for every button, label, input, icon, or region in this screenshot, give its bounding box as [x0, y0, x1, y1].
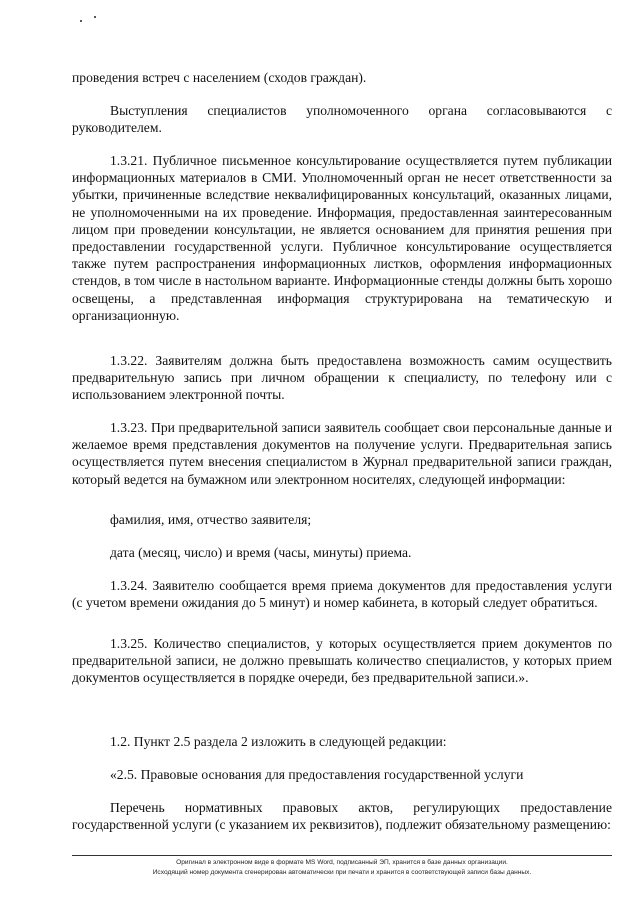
paragraph-1-3-24	[72, 577, 612, 611]
paragraph-text: 1.3.23. При предварительной записи заявитель сообщает свои персональные данные и желаемое время представления документов на получение услуги. Предварительная запись осуществляется путем внесения специалистом в Журнал предварительной записи граждан, который ведется на бумажном или электронном носителях, следующей информации:	[72, 420, 612, 487]
paragraph-1-3-23	[72, 419, 612, 488]
scan-speck	[94, 16, 96, 18]
list-item-date	[72, 544, 612, 561]
footer-note-original: Оригинал в электронном виде в формате MS Word, подписанный ЭП, хранится в базе данных организации.	[176, 859, 508, 866]
paragraph-text: 1.3.25. Количество специалистов, у которых осуществляется прием документов по предварительной записи, не должно превышать количество специалистов, у которых прием документов осуществляется в порядке очереди, без предварительной записи.».	[72, 636, 612, 686]
paragraph-text: фамилия, имя, отчество заявителя;	[110, 512, 312, 527]
paragraph-1-3-22	[72, 352, 612, 404]
paragraph-text: «2.5. Правовые основания для предоставления государственной услуги	[110, 767, 524, 782]
section-2-5-heading	[72, 766, 612, 783]
paragraph-text: дата (месяц, число) и время (часы, минуты) приема.	[110, 545, 412, 560]
paragraph-text: Перечень нормативных правовых актов, регулирующих предоставление государственной услуги (с указанием их реквизитов), подлежит обязательному размещению:	[72, 800, 612, 833]
paragraph-text: 1.3.22. Заявителям должна быть предоставлена возможность самим осуществить предварительную запись при личном обращении к специалисту, по телефону или с использованием электронной почты.	[72, 353, 612, 403]
paragraph-text: 1.2. Пункт 2.5 раздела 2 изложить в следующей редакции:	[110, 734, 447, 749]
paragraph-2	[72, 102, 612, 136]
paragraph-perechen	[72, 799, 612, 833]
paragraph-1-3-25	[72, 635, 612, 687]
paragraph-text: проведения встреч с населением (сходов граждан).	[72, 70, 367, 85]
paragraph-1-2	[72, 733, 612, 750]
footer-note-outgoing-number: Исходящий номер документа сгенерирован автоматически при печати и хранится в соответствующей записи базы данных.	[152, 869, 532, 876]
list-item-name	[72, 511, 612, 528]
paragraph-text: 1.3.24. Заявителю сообщается время приема документов для предоставления услуги (с учетом времени ожидания до 5 минут) и номер кабинета, в который следует обратиться.	[72, 578, 612, 611]
paragraph-text: Выступления специалистов уполномоченного органа согласовываются с руководителем.	[72, 103, 612, 136]
footer-divider	[72, 855, 612, 856]
paragraph-1	[72, 69, 612, 86]
paragraph-text: 1.3.21. Публичное письменное консультирование осуществляется путем публикации информационных материалов в СМИ. Уполномоченный орган не несет ответственности за убытки, причиненные вследствие неквалифицированных консультаций, оказанных лицами, не уполномоченными на их проведение. Информация, предоставленная заинтересованным лицом при проведении консультации, не является основанием для принятия решения при предоставлении государственной услуги. Публичное консультирование осуществляется также путем распространения информационных листков, оформления информационных стендов, в том числе в настольном варианте. Информационные стенды должны быть хорошо освещены, а представленная информация структурирована на тематическую и организационную.	[72, 153, 612, 323]
paragraph-1-3-21	[72, 152, 612, 324]
scan-speck	[80, 20, 82, 22]
